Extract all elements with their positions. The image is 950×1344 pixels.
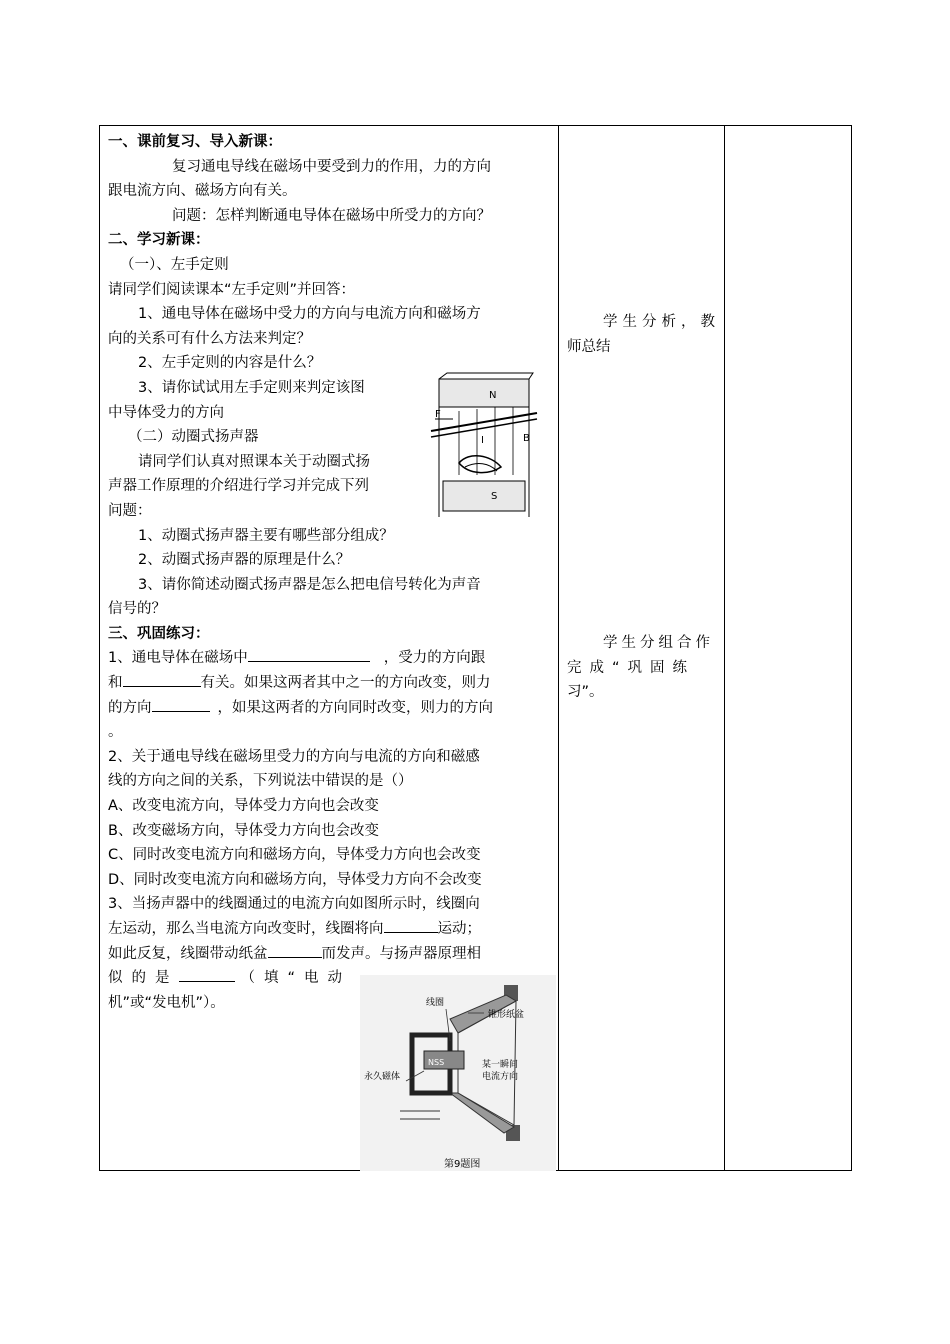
section-1-title: 一、课前复习、导入新课：	[108, 134, 282, 150]
north-pole-label: N	[489, 390, 497, 401]
exercise-3-text-a: 左运动，那么当电流方向改变时，线圈将向	[108, 921, 384, 937]
force-label: F	[435, 409, 441, 420]
figure-caption: 第9题图	[444, 1159, 481, 1170]
exercise-3-line-3	[108, 942, 553, 967]
cone-label: 锥形纸盆	[488, 1010, 525, 1020]
exercise-3-line-5: 机”或“发电机”）。	[108, 994, 225, 1011]
magnet-label: 永久磁体	[364, 1072, 401, 1082]
exercise-1-line-3	[108, 696, 553, 721]
question-1-line-1: 1、通电导体在磁场中受力的方向与电流方向和磁场方	[138, 306, 481, 323]
answer-blank[interactable]	[384, 918, 438, 933]
answer-blank[interactable]	[179, 967, 235, 982]
exercise-3-text-c: 如此反复，线圈带动纸盆	[108, 945, 268, 962]
exercise-3-text-f: （填“电动	[240, 970, 352, 987]
section-3-title: 三、巩固练习：	[108, 625, 210, 642]
exercise-1-line-1	[108, 646, 553, 671]
magnetic-force-diagram	[429, 371, 539, 523]
exercise-2-option-c: C、同时改变电流方向和磁场方向，导体受力方向也会改变	[108, 847, 481, 864]
reading-instruction-2-line-1: 请同学们认真对照课本关于动圈式扬	[138, 453, 370, 470]
answer-blank[interactable]	[152, 697, 210, 712]
question-3-line-2: 中导体受力的方向	[108, 404, 224, 421]
speaker-question-3-line-1: 3、请你简述动圈式扬声器是怎么把电信号转化为声音	[138, 576, 481, 593]
teacher-note-1-line-2: 师总结	[567, 338, 611, 355]
reading-instruction-2-line-2: 声器工作原理的介绍进行学习并完成下列	[108, 478, 369, 495]
teacher-note-1-line-1: 学生分析，教	[603, 314, 720, 330]
answer-blank[interactable]	[248, 647, 370, 662]
exercise-1-text-b: ，受力的方向跟	[383, 650, 486, 667]
column-divider-2	[724, 126, 725, 1170]
exercise-1-line-4: 。	[108, 724, 123, 741]
teacher-note-2	[567, 631, 723, 705]
review-question: 问题：怎样判断通电导体在磁场中所受力的方向？	[172, 207, 491, 224]
exercise-2-line-1: 2、关于通电导线在磁场里受力的方向与电流的方向和磁感	[108, 748, 480, 765]
column-divider-1	[558, 126, 559, 1170]
teacher-note-1	[567, 310, 723, 359]
question-2: 2、左手定则的内容是什么？	[138, 355, 322, 372]
reading-instruction-2-line-3: 问题：	[108, 502, 152, 519]
pole-label: NSS	[428, 1058, 445, 1067]
current-label-line-2: 电流方向	[482, 1072, 519, 1082]
loudspeaker-diagram	[360, 975, 556, 1171]
speaker-question-1: 1、动圈式扬声器主要有哪些部分组成？	[138, 527, 394, 544]
reading-instruction-1: 请同学们阅读课本“左手定则”并回答：	[108, 281, 356, 298]
answer-blank[interactable]	[268, 943, 322, 958]
question-1-line-2: 向的关系可有什么方法来判定？	[108, 330, 311, 347]
exercise-3-line-1: 3、当扬声器中的线圈通过的电流方向如图所示时，线圈向	[108, 896, 480, 913]
teacher-note-2-line-2: 完成“巩固练	[567, 659, 696, 676]
exercise-3-text-d: 而发声。与扬声器原理相	[321, 945, 481, 962]
exercise-1-line-2	[108, 671, 553, 696]
review-text-line-1: 复习通电导线在磁场中要受到力的作用，力的方向	[172, 158, 491, 175]
exercise-2-line-2: 线的方向之间的关系，下列说法中错误的是（）	[108, 773, 413, 790]
coil-label: 线圈	[426, 998, 445, 1008]
exercise-3-text-e: 似的是	[108, 970, 179, 987]
subsection-speaker: （二）动圈式扬声器	[128, 429, 259, 446]
teacher-note-2-line-1: 学生分组合作	[603, 635, 714, 651]
exercise-2-option-b: B、改变磁场方向，导体受力方向也会改变	[108, 822, 379, 839]
exercise-1-text-d: 有关。如果这两者其中之一的方向改变，则力	[200, 675, 491, 692]
review-text-line-2: 跟电流方向、磁场方向有关。	[108, 183, 297, 200]
question-3-line-1: 3、请你试试用左手定则来判定该图	[138, 379, 365, 396]
exercise-2-option-a: A、改变电流方向，导体受力方向也会改变	[108, 798, 379, 815]
exercise-1-text-f: ，如果这两者的方向同时改变，则力的方向	[217, 699, 493, 716]
current-label-line-1: 某一瞬间	[482, 1060, 519, 1070]
subsection-left-hand-rule: （一）、左手定则	[120, 256, 229, 273]
speaker-question-3-line-2: 信号的？	[108, 601, 166, 618]
field-label: B	[523, 433, 530, 444]
exercise-1-text-c: 和	[108, 675, 123, 692]
exercise-2-option-d: D、同时改变电流方向和磁场方向，导体受力方向不会改变	[108, 871, 482, 888]
current-label: I	[481, 435, 484, 446]
section-2-title: 二、学习新课：	[108, 232, 210, 249]
exercise-3-text-b: 运动；	[437, 921, 481, 937]
exercise-1-text-e: 的方向	[108, 699, 152, 716]
answer-blank[interactable]	[123, 672, 201, 687]
exercise-3-line-2	[108, 917, 553, 942]
teacher-note-2-line-3: 习”。	[567, 684, 604, 701]
exercise-1-text-a: 1、通电导体在磁场中	[108, 650, 248, 667]
speaker-question-2: 2、动圈式扬声器的原理是什么？	[138, 552, 351, 569]
lesson-content-column	[108, 130, 553, 1015]
south-pole-label: S	[491, 491, 498, 502]
